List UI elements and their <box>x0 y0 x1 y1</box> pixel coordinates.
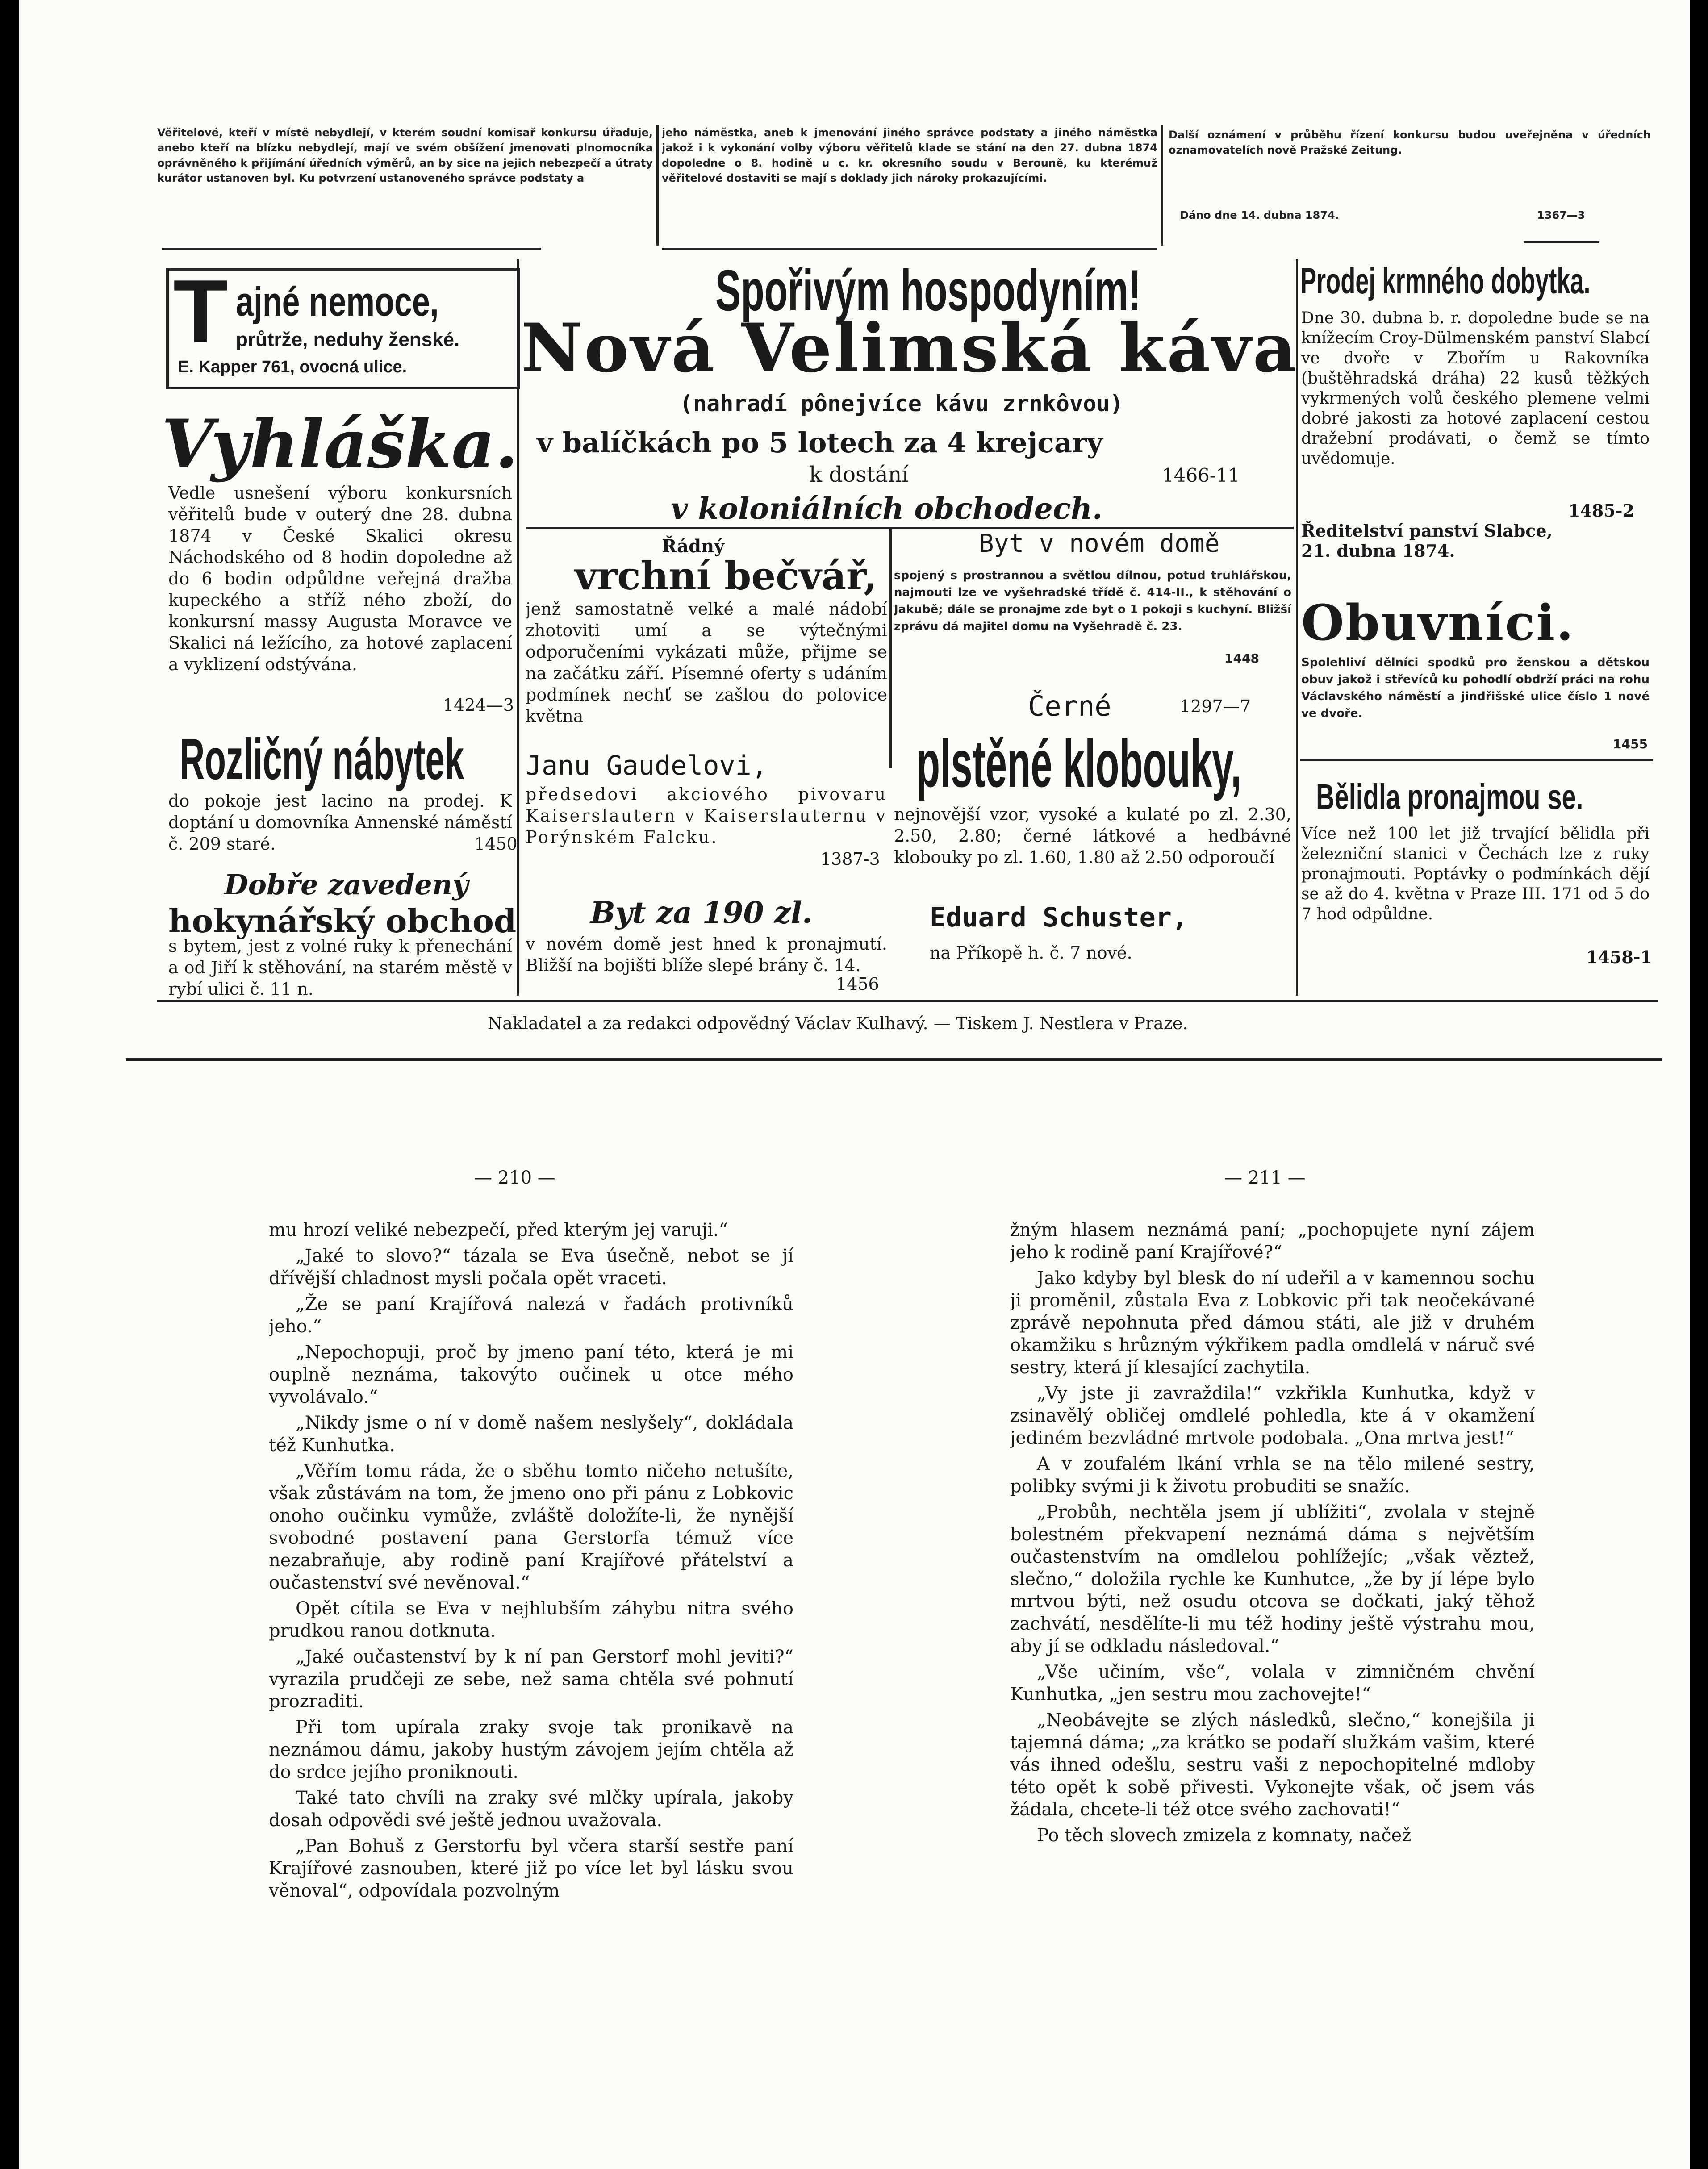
ad-address: E. Kapper 761, ovocná ulice. <box>178 358 407 376</box>
obuvnici-number: 1455 <box>1613 737 1648 751</box>
byt190-text: v novém domě jest hned k pronajmutí. Bližší na bojišti blíže slepé brány č. 14. <box>526 934 887 975</box>
kava-number: 1466-11 <box>1162 464 1240 486</box>
separator <box>1524 241 1599 243</box>
dobytek-title: Prodej krmného dobytka. <box>1300 261 1591 301</box>
ad-initial: T <box>173 262 228 361</box>
kava-kolonial: v koloniálních obchodech. <box>671 491 1102 526</box>
page-number-left: — 210 — <box>474 1168 555 1188</box>
klobouky-pre: Černé <box>1028 690 1111 722</box>
paragraph: A v zoufalém lkání vrhla se na tělo milené sestry, polibky svými ji k životu probuditi se snažíc. <box>1010 1454 1535 1497</box>
klobouky-text: nejnovější vzor, vysoké a kulaté po zl. 2.30, 2.50, 2.80; černé látkové a hedbávné klobouky po zl. 1.60, 1.80 až 2.50 odporoučí <box>894 805 1291 867</box>
ad-title: ajné nemoce, <box>236 279 439 325</box>
separator <box>126 1058 1662 1061</box>
paragraph: „Neobávejte se zlých následků, slečno,“ konejšila ji tajemná dáma; „za krátko se podaří služkám vašim, které vás ihned odešlu, sestru vaši z nepochopitelné mdloby této opět k sobě přivesti. Vykonejte však, oč jsem vás žádala, chcete-li též otce svého zachovati!“ <box>1010 1710 1535 1820</box>
notice-number: 1367—3 <box>1537 209 1585 221</box>
klobouky-name: Eduard Schuster, <box>930 902 1188 933</box>
kava-title: Nová Velimská káva <box>521 309 1298 388</box>
paragraph: „Nikdy jsme o ní v domě našem neslyšely“, dokládala též Kunhutka. <box>269 1413 793 1456</box>
byt190-title: Byt za 190 zl. <box>590 895 813 930</box>
ad-tajne-nemoce <box>166 262 520 389</box>
obuvnici-text: Spolehliví dělníci spodků pro ženskou a dětskou obuv jakož i střevíců ku pohodlí obdrží práci na rohu Václavského náměstí a jindřišské ulice číslo 1 nové ve dvoře. <box>1301 656 1650 720</box>
hokynarsky-text: s bytem, jest z volné ruky k přenechání a od Jiří k stěhování, na starém městě v rybí ulici č. 11 n. <box>168 936 512 999</box>
kava-headline: Spořivým hospodyním! <box>715 258 1141 323</box>
ad-subtitle: průtrže, neduhy ženské. <box>236 329 460 350</box>
column-rule <box>656 125 659 246</box>
notice-column-2: jeho náměstka, aneb k jmenování jiného správce podstaty a jiného náměstka jakož i k vykonání volby výboru věřitelů klade se stání na den 27. dubna 1874 dopoledne o 8. hodině u c. kr. okresního soudu v Berouně, ku kterémuž věřitelové dostaviti se mají s doklady jich nároky prokazujícími. <box>662 126 1157 184</box>
hokynarsky-title-2: hokynářský obchod <box>168 902 517 940</box>
becvar-pre: Řádný <box>662 536 725 557</box>
separator <box>1300 759 1653 761</box>
dobytek-sign: Ředitelství panství Slabce, <box>1301 521 1553 541</box>
belidla-title: Bělidla pronajmou se. <box>1316 777 1583 817</box>
becvar-name: Janu Gaudelovi, <box>526 750 768 781</box>
newspaper-page <box>19 0 1690 2169</box>
vyhlaska-title: Vyhláška. <box>162 405 518 484</box>
vyhlaska-number: 1424—3 <box>443 695 514 715</box>
nabytek-title: Rozličný nábytek <box>180 726 464 792</box>
notice-column-1: Věřitelové, kteří v místě nebydlejí, v kterém soudní komisař konkursu úřaduje, anebo kteří na blízku nebydlejí, mají ve svém obšížení jmenovati plnomocníka oprávněného k přijímání úředních výměrů, an by sice na jejich nebezpečí a útraty kurátor ustanoven byl. Ku potvrzení ustanoveného správce podstaty a <box>157 126 653 184</box>
bytnovy-number: 1448 <box>1224 651 1259 666</box>
paragraph: „Že se paní Krajířová nalezá v řadách protivníků jeho.“ <box>269 1294 793 1337</box>
kava-price-line: v balíčkách po 5 lotech za 4 krejcary <box>537 426 1103 459</box>
paragraph: „Pan Bohuš z Gerstorfu byl včera starší sestře paní Krajířové zasnouben, které již po více let byl lásku svou věnoval“, odpovídala pozvolným <box>269 1836 793 1901</box>
paragraph: žným hlasem neznámá paní; „pochopujete nyní zájem jeho k rodině paní Krajířové?“ <box>1010 1220 1535 1263</box>
kava-subtitle: (nahradí pônejvíce kávu zrnkôvou) <box>680 391 1123 417</box>
imprint: Nakladatel a za redakci odpovědný Václav Kulhavý. — Tiskem J. Nestlera v Praze. <box>488 1014 1188 1033</box>
paragraph: Také tato chvíli na zraky své mlčky upírala, jakoby dosah odpovědi své ještě jednou uvažovala. <box>269 1788 793 1831</box>
column-rule <box>889 527 892 768</box>
dobytek-date: 21. dubna 1874. <box>1301 541 1455 561</box>
vyhlaska-text: Vedle usnešení výboru konkursních věřitelů bude v outerý dne 28. dubna 1874 v České Skalici okresu Náchodského od 8 hodin dopoledne až do 6 bodin odpůldne veřejná dražba kupeckého a stříž ného zboží, do konkursní massy Augusta Moravce ve Skalici ná ležícího, za hotové zaplacení a vyklizení odstývána. <box>168 483 512 674</box>
klobouky-title: plstěné klobouky, <box>916 726 1242 801</box>
notice-column-3: Další oznámení v průběhu řízení konkursu budou uveřejněna v úředních oznamovatelích nově Pražské Zeitung. <box>1169 129 1651 156</box>
byt190-number: 1456 <box>836 974 879 994</box>
paragraph: „Probůh, nechtěla jsem jí ublížiti“, zvolala v stejně bolestném překvapení neznámá dáma s největším oučastenstvím na omdlelou pohlížejíc; „však věztež, slečno,“ doložila rychle ke Kunhutce, „že by jí lépe bylo mrtvou býti, než osudu otcova se dočkati, jaký těhož zachvátí, nesdělíte-li mu též hodiny ještě výstrahu mou, aby jí se odkladu následoval.“ <box>1010 1502 1535 1656</box>
hokynarsky-title-1: Dobře zavedený <box>224 868 468 901</box>
paragraph: „Věřím tomu ráda, že o sběhu tomto ničeho netušíte, však zůstávám na tom, že jmeno ono při pánu z Lobkovic onoho oučinku vymůže, zvláště doložíte-li, že nynější svobodné postavení pana Gerstorfa témuž více nezabraňuje, aby rodině paní Krajířové přátelství a oučastenství své nevěnoval.“ <box>269 1461 793 1593</box>
paragraph: „Nepochopuji, proč by jmeno paní této, která je mi ouplně neznáma, takovýto oučinek u otce mého vyvolávalo.“ <box>269 1342 793 1407</box>
belidla-number: 1458-1 <box>1586 947 1652 967</box>
page-number-right: — 211 — <box>1224 1168 1306 1188</box>
klobouky-number: 1297—7 <box>1180 697 1251 716</box>
bytnovy-text: spojený s prostrannou a světlou dílnou, potud truhlářskou, najmouti lze ve vyšehradské třídě č. 414-II., k stěhování o Jakubě; dále se pronajme zde byt o 1 pokoji s kuchyní. Bližší zprávu dá majitel domu na Vyšehradě č. 23. <box>894 569 1291 633</box>
kava-dostani: k dostání <box>809 462 909 487</box>
nabytek-number: 1450 <box>474 834 518 854</box>
becvar-tail: předsedovi akciového pivovaru Kaiserslautern v Kaiserslauternu v Porýnském Falcku. <box>526 784 887 847</box>
notice-date: Dáno dne 14. dubna 1874. <box>1180 209 1339 221</box>
separator <box>157 1000 1658 1002</box>
bytnovy-title: Byt v novém domě <box>979 529 1220 558</box>
page-left-text <box>269 1219 793 2045</box>
obuvnici-title: Obuvníci. <box>1301 594 1575 651</box>
becvar-title: vrchní bečvář, <box>575 554 877 599</box>
dobytek-number: 1485-2 <box>1568 501 1634 521</box>
separator <box>662 248 1157 250</box>
paragraph: Po těch slovech zmizela z komnaty, načež <box>1037 1825 1412 1846</box>
dobytek-text: Dne 30. dubna b. r. dopoledne bude se na knížecím Croy-Dülmenském panství Slabcí ve dvoře v Zbořím u Rakovníka (buštěhradská dráha) 22 kusů těžkých vykrmených volů českého plemene velmi dobré jakosti za hotové zaplacení cestou dražební prodávati, o čemž se tímto uvědomuje. <box>1301 309 1650 468</box>
separator <box>162 248 541 250</box>
nabytek-text: do pokoje jest lacino na prodej. K doptání u domovníka Annenské náměstí č. 209 staré. <box>168 791 512 854</box>
paragraph: Při tom upírala zraky svoje tak pronikavě na neznámou dámu, jakoby hustým závojem jejím chtěla až do srdce jejího proniknouti. <box>269 1717 793 1782</box>
becvar-text: jenž samostatně velké a malé nádobí zhotoviti umí a se výtečnými odporučeními vykázati může, přijme se na začátku září. Písemné oferty s udáním podmínek nechť se zašlou do polovice května <box>526 599 887 726</box>
paragraph: mu hrozí veliké nebezpečí, před kterým jej varuji.“ <box>269 1220 728 1240</box>
paragraph: „Vy jste ji zavraždila!“ vzkřikla Kunhutka, když v zsinavělý obličej omdlelé pohledla, kte á v okamžení jediném bezvládné mrtvole podobala. „Ona mrtva jest!“ <box>1010 1383 1535 1448</box>
column-rule <box>1161 125 1163 246</box>
becvar-number: 1387-3 <box>820 849 880 869</box>
klobouky-addr: na Příkopě h. č. 7 nové. <box>930 943 1132 963</box>
paragraph: Jako kdyby byl blesk do ní udeřil a v kamennou sochu ji proměnil, zůstala Eva z Lobkovic při tak neočekávané zprávě nepohnuta před dámou státi, ale již v druhém okamžiku s hrůzným výkřikem padla omdlelá v náruč své sestry, která jí klesající zachytila. <box>1010 1268 1535 1378</box>
paragraph: „Jaké oučastenství by k ní pan Gerstorf mohl jeviti?“ vyrazila prudčeji ze sebe, než sama chtěla své pohnutí prozraditi. <box>269 1647 793 1712</box>
paragraph: „Vše učiním, vše“, volala v zimničném chvění Kunhutka, „jen sestru mou zachovejte!“ <box>1010 1662 1535 1705</box>
paragraph: „Jaké to slovo?“ tázala se Eva úsečně, nebot se jí dřívější chladnost mysli počala opět vraceti. <box>269 1246 793 1289</box>
page-right-text <box>1010 1219 1535 2045</box>
paragraph: Opět cítila se Eva v nejhlubším záhybu nitra svého prudkou ranou dotknuta. <box>269 1598 793 1641</box>
belidla-text: Více než 100 let již trvající bělidla při železniční stanici v Čechách lze z ruky pronajmouti. Poptávky o podmínkách dějí se až do 4. května v Praze III. 171 od 5 do 7 hod odpůldne. <box>1301 825 1650 923</box>
